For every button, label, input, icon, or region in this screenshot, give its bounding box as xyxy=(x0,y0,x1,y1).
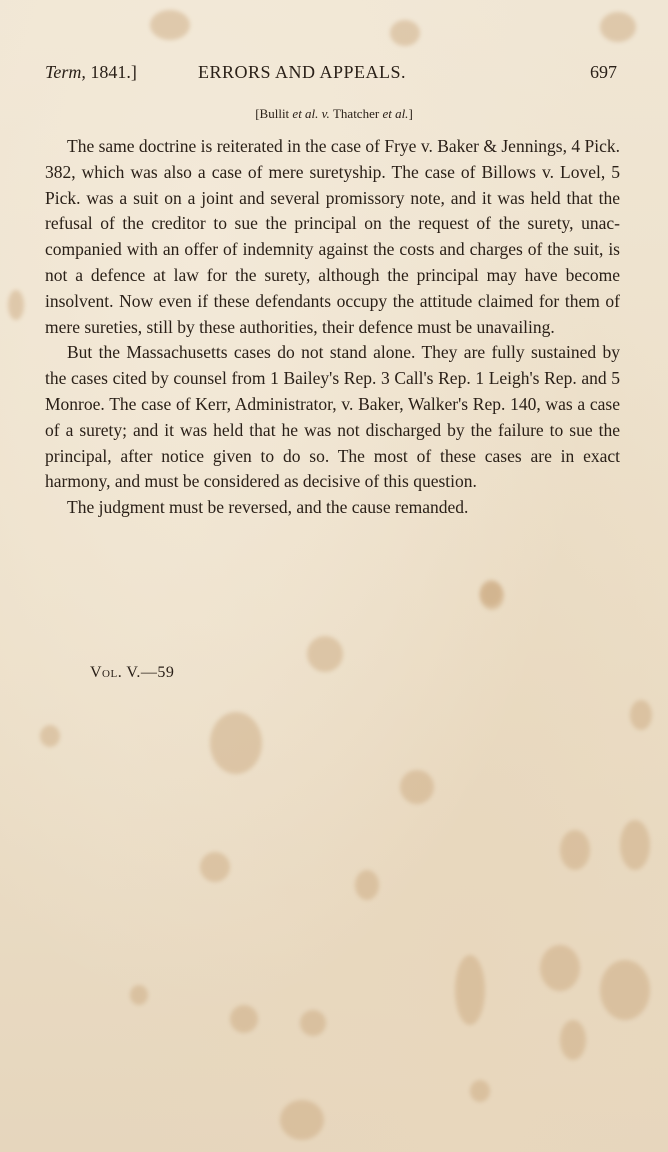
paragraph-1: The same doctrine is reiterated in the case of Frye v. Baker & Jennings, 4 Pick. 382, which was also a case of mere suretyship. The case of Billows v. Lovel, 5 Pick. was a suit on a joint and several promissory note, and it was held that the refusal of the creditor to sue the principal on the request of the surety, unaccompanied with an offer of indemnity against the costs and charges of the suit, is not a defence at law for the surety, although the principal may have become insolvent. Now even if these defendants occupy the attitude claimed for them of mere sureties, still by these authorities, their defence must be unavailing. xyxy=(45,136,620,337)
caption-v: v. xyxy=(318,106,333,121)
caption-open: [Bullit xyxy=(255,106,293,121)
running-title: ERRORS AND APPEALS. xyxy=(198,62,407,82)
volume-label: Vol. V. xyxy=(90,664,141,681)
caption-close: ] xyxy=(408,106,413,121)
opinion-text xyxy=(45,134,620,521)
case-caption xyxy=(0,106,668,122)
caption-thatcher: Thatcher xyxy=(332,106,383,121)
term-year: 1841.] xyxy=(90,62,137,82)
caption-et-al-2: et al. xyxy=(382,106,409,121)
running-head xyxy=(45,62,617,88)
signature-mark xyxy=(90,664,174,682)
paragraph-2: But the Massachusetts cases do not stand alone. They are fully sustained by the cases cited by counsel from 1 Bailey's Rep. 3 Call's Rep. 1 Leigh's Rep. and 5 Monroe. The case of Kerr, Administrator, v. Baker, Walker's Rep. 140, was a case of a surety; and it was held that he was not discharged by the failure to sue the principal, after notice given to do so. The most of these cases are in exact harmony, and must be considered as decisive of this question. xyxy=(45,342,620,492)
paragraph-3: The judgment must be reversed, and the cause remanded. xyxy=(67,497,469,518)
signature-number: —59 xyxy=(140,664,175,681)
page-number: 697 xyxy=(590,62,617,82)
caption-et-al-1: et al. xyxy=(292,106,319,121)
term-label xyxy=(45,62,137,83)
term-word: Term, xyxy=(45,62,86,82)
